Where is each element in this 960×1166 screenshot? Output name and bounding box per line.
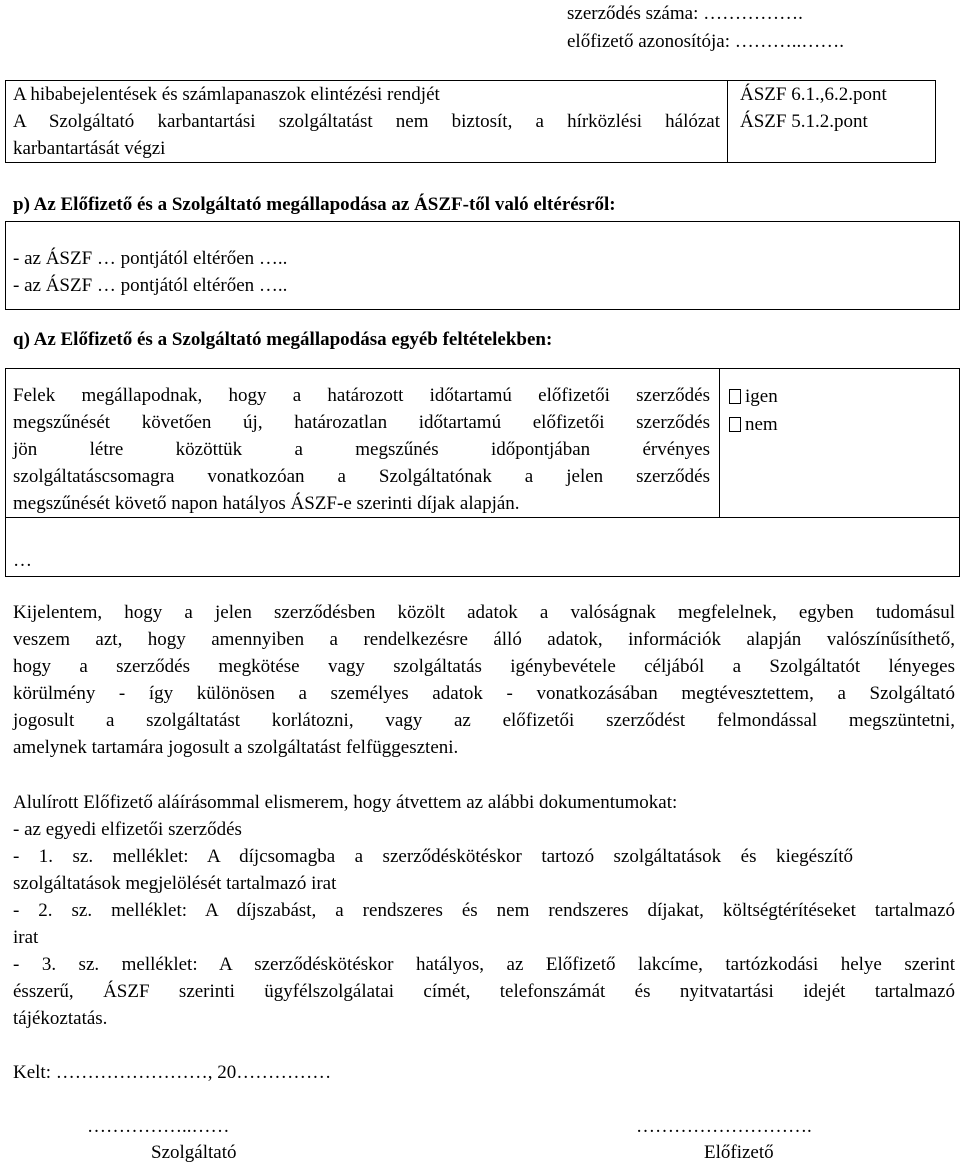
subscriber-id-label: előfizető azonosítója: ………..……. [567, 31, 845, 52]
section-p-heading: p) Az Előfizető és a Szolgáltató megállapodása az ÁSZF-től való eltérésről: [13, 194, 616, 215]
option-yes-label: igen [745, 386, 778, 407]
declaration-text: amelynek tartamára jogosult a szolgáltatást felfüggeszteni. [13, 737, 459, 758]
subscriber-signature-line: ………………………. [636, 1116, 812, 1137]
agreement-text: szolgáltatáscsomagra vonatkozóan a Szolgáltatónak a jelen szerződés [13, 466, 710, 487]
documents-intro: Alulírott Előfizető aláírásommal elismerem, hogy átvettem az alábbi dokumentumokat: [13, 792, 678, 813]
date-place-field: Kelt: ……………………, 20…………… [13, 1062, 332, 1083]
table-row-ref: ÁSZF 6.1.,6.2.pont [740, 84, 887, 105]
table-divider [727, 80, 728, 163]
option-yes[interactable] [729, 385, 778, 409]
section-q-heading: q) Az Előfizető és a Szolgáltató megállapodása egyéb feltételekben: [13, 329, 553, 350]
agreement-text: megszűnését követően új, határozatlan időtartamú előfizetői szerződés [13, 412, 710, 433]
checkbox-icon[interactable] [729, 389, 741, 404]
agreement-text: jön létre közöttük a megszűnés időpontjában érvényes [13, 439, 710, 460]
table-row-text: A hibabejelentések és számlapanaszok elintézési rendjét [13, 84, 440, 105]
declaration-text: hogy a szerződés megkötése vagy szolgáltatás igénybevétele céljából a Szolgáltatót lényeges [13, 656, 955, 677]
option-no[interactable] [729, 413, 778, 437]
documents-item-cont: tájékoztatás. [13, 1008, 108, 1029]
table-row-text: A Szolgáltató karbantartási szolgáltatást nem biztosít, a hírközlési hálózat [13, 111, 720, 132]
declaration-text: veszem azt, hogy amennyiben a rendelkezésre álló adatok, információk alapján valószínűsíthető, [13, 629, 955, 650]
option-no-label: nem [745, 414, 778, 435]
agreement-text: Felek megállapodnak, hogy a határozott időtartamú előfizetői szerződés [13, 385, 710, 406]
contract-number-label: szerződés száma: ……………. [567, 3, 803, 24]
table-row-ref: ÁSZF 5.1.2.pont [740, 111, 868, 132]
subscriber-signature-label: Előfizető [704, 1142, 774, 1163]
section-q-ellipsis: … [13, 550, 32, 571]
documents-item-cont: irat [13, 927, 39, 948]
declaration-text: jogosult a szolgáltatást korlátozni, vagy az előfizetői szerződést felmondással megszüntetni, [13, 710, 955, 731]
provider-signature-line: ……………..…… [87, 1116, 230, 1137]
section-q-divider [719, 368, 720, 518]
documents-item: - 1. sz. melléklet: A díjcsomagba a szerződéskötéskor tartozó szolgáltatások és kiegészítő [13, 846, 853, 867]
documents-item: - 2. sz. melléklet: A díjszabást, a rendszeres és nem rendszeres díjakat, költségtérítéseket tartalmazó [13, 900, 955, 921]
documents-item: - 3. sz. melléklet: A szerződéskötéskor hatályos, az Előfizető lakcíme, tartózkodási helye szerint [13, 954, 955, 975]
agreement-text: megszűnését követő napon hatályos ÁSZF-e szerinti díjak alapján. [13, 493, 520, 514]
documents-item-cont: ésszerű, ÁSZF szerinti ügyfélszolgálatai címét, telefonszámát és nyitvatartási idejét tartalmazó [13, 981, 955, 1002]
documents-item-cont: szolgáltatások megjelölését tartalmazó irat [13, 873, 337, 894]
declaration-text: körülmény - így különösen a személyes adatok - vonatkozásában megtévesztettem, a Szolgáltató [13, 683, 955, 704]
documents-item: - az egyedi elfizetői szerződés [13, 819, 242, 840]
section-p-item: - az ÁSZF … pontjától eltérően ….. [13, 248, 288, 269]
section-p-item: - az ÁSZF … pontjától eltérően ….. [13, 275, 288, 296]
declaration-text: Kijelentem, hogy a jelen szerződésben közölt adatok a valóságnak megfelelnek, egyben tudomásul [13, 602, 955, 623]
checkbox-icon[interactable] [729, 417, 741, 432]
table-row-text-cont: karbantartását végzi [13, 138, 166, 159]
section-q-row-border [5, 517, 960, 518]
provider-signature-label: Szolgáltató [151, 1142, 237, 1163]
